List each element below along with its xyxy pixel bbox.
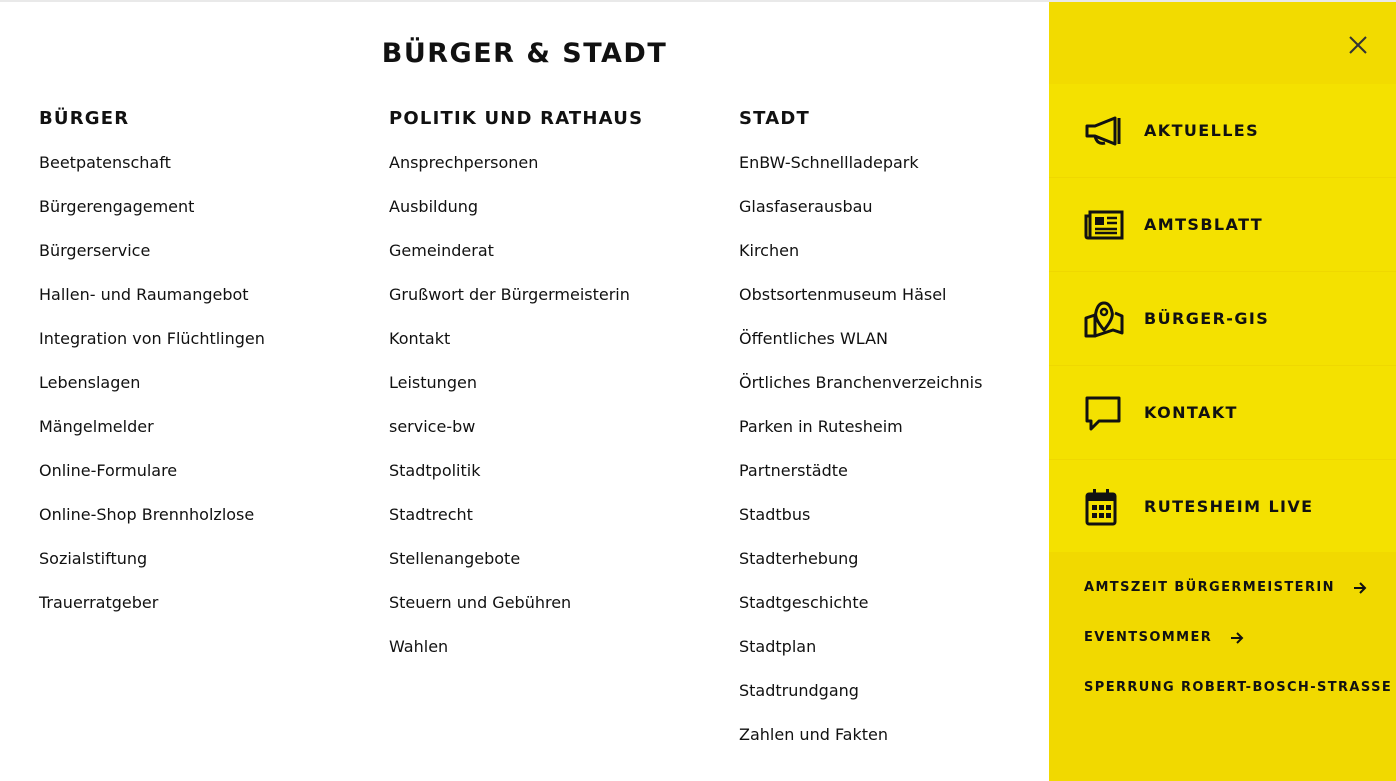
link-list	[389, 141, 719, 669]
quick-link-amtsblatt[interactable]	[1049, 178, 1396, 272]
link-sperrung-robert-bosch-strasse[interactable]	[1084, 676, 1396, 700]
newspaper-icon	[1083, 206, 1125, 244]
link-amtszeit-buergermeisterin[interactable]	[1084, 576, 1367, 600]
menu-link[interactable]: Sozialstiftung	[39, 549, 148, 568]
menu-link[interactable]: Ansprechpersonen	[389, 153, 539, 172]
menu-link[interactable]: Gemeinderat	[389, 241, 494, 260]
menu-link[interactable]: Online-Shop Brennholzlose	[39, 505, 255, 524]
link-label: SPERRUNG ROBERT-BOSCH-STRASSE	[1084, 680, 1393, 695]
close-icon	[1345, 32, 1371, 58]
quick-link-kontakt[interactable]	[1049, 366, 1396, 460]
menu-link[interactable]: service-bw	[389, 417, 476, 436]
menu-link[interactable]: Integration von Flüchtlingen	[39, 329, 265, 348]
menu-link[interactable]: Glasfaserausbau	[739, 197, 873, 216]
arrow-right-icon	[1230, 631, 1244, 645]
menu-link[interactable]: Örtliches Branchenverzeichnis	[739, 373, 983, 392]
calendar-icon	[1083, 488, 1125, 526]
menu-link[interactable]: Hallen- und Raumangebot	[39, 285, 249, 304]
menu-link[interactable]: Öffentliches WLAN	[739, 329, 888, 348]
sidebar-header	[1049, 2, 1396, 84]
column-buerger	[39, 107, 369, 625]
quick-link-label: BÜRGER-GIS	[1144, 309, 1270, 328]
menu-link[interactable]: Steuern und Gebühren	[389, 593, 572, 612]
menu-link[interactable]: Stadtrundgang	[739, 681, 859, 700]
column-stadt	[739, 107, 1069, 757]
menu-link[interactable]: Lebenslagen	[39, 373, 141, 392]
column-heading[interactable]: STADT	[739, 108, 810, 129]
arrow-right-icon	[1353, 581, 1367, 595]
menu-link[interactable]: Stadtrecht	[389, 505, 473, 524]
column-heading[interactable]: POLITIK UND RATHAUS	[389, 108, 644, 129]
map-pin-icon	[1083, 300, 1125, 338]
menu-link[interactable]: Mängelmelder	[39, 417, 154, 436]
quick-link-label: KONTAKT	[1144, 403, 1238, 422]
link-label: AMTSZEIT BÜRGERMEISTERIN	[1084, 580, 1335, 595]
menu-link[interactable]: Partnerstädte	[739, 461, 848, 480]
menu-link[interactable]: Ausbildung	[389, 197, 479, 216]
menu-link[interactable]: Online-Formulare	[39, 461, 178, 480]
quick-link-rutesheim-live[interactable]	[1049, 460, 1396, 554]
menu-link[interactable]: Wahlen	[389, 637, 449, 656]
close-button[interactable]	[1345, 32, 1371, 58]
menu-link[interactable]: Bürgerservice	[39, 241, 151, 260]
menu-link[interactable]: Leistungen	[389, 373, 477, 392]
quick-link-aktuelles[interactable]	[1049, 84, 1396, 178]
menu-link[interactable]: Trauerratgeber	[39, 593, 159, 612]
menu-link[interactable]: Kontakt	[389, 329, 451, 348]
menu-link[interactable]: Kirchen	[739, 241, 800, 260]
menu-link[interactable]: Stadtbus	[739, 505, 811, 524]
link-list	[739, 141, 1069, 757]
menu-link[interactable]: Parken in Rutesheim	[739, 417, 903, 436]
menu-link[interactable]: Stadtgeschichte	[739, 593, 869, 612]
menu-link[interactable]: Stadterhebung	[739, 549, 859, 568]
menu-link[interactable]: Grußwort der Bürgermeisterin	[389, 285, 630, 304]
sidebar-text-links	[1049, 552, 1396, 781]
menu-link[interactable]: Stadtplan	[739, 637, 817, 656]
chat-bubble-icon	[1083, 394, 1125, 432]
mega-menu-main	[0, 2, 1049, 781]
quick-links	[1049, 84, 1396, 554]
megaphone-icon	[1083, 112, 1125, 150]
quick-link-buerger-gis[interactable]	[1049, 272, 1396, 366]
menu-link[interactable]: Bürgerengagement	[39, 197, 195, 216]
link-eventsommer[interactable]	[1084, 626, 1244, 650]
column-politik-und-rathaus	[389, 107, 719, 669]
menu-link[interactable]: Stadtpolitik	[389, 461, 481, 480]
menu-link[interactable]: Stellenangebote	[389, 549, 521, 568]
menu-link[interactable]: Obstsortenmuseum Häsel	[739, 285, 947, 304]
menu-link[interactable]: Zahlen und Fakten	[739, 725, 889, 744]
menu-link[interactable]: Beetpatenschaft	[39, 153, 171, 172]
quick-access-sidebar	[1049, 2, 1396, 781]
quick-link-label: RUTESHEIM LIVE	[1144, 497, 1314, 516]
link-list	[39, 141, 369, 625]
quick-link-label: AMTSBLATT	[1144, 215, 1264, 234]
quick-link-label: AKTUELLES	[1144, 121, 1260, 140]
page-title: BÜRGER & STADT	[381, 38, 668, 69]
menu-link[interactable]: EnBW-Schnellladepark	[739, 153, 919, 172]
column-heading[interactable]: BÜRGER	[39, 108, 130, 129]
link-label: EVENTSOMMER	[1084, 630, 1213, 645]
